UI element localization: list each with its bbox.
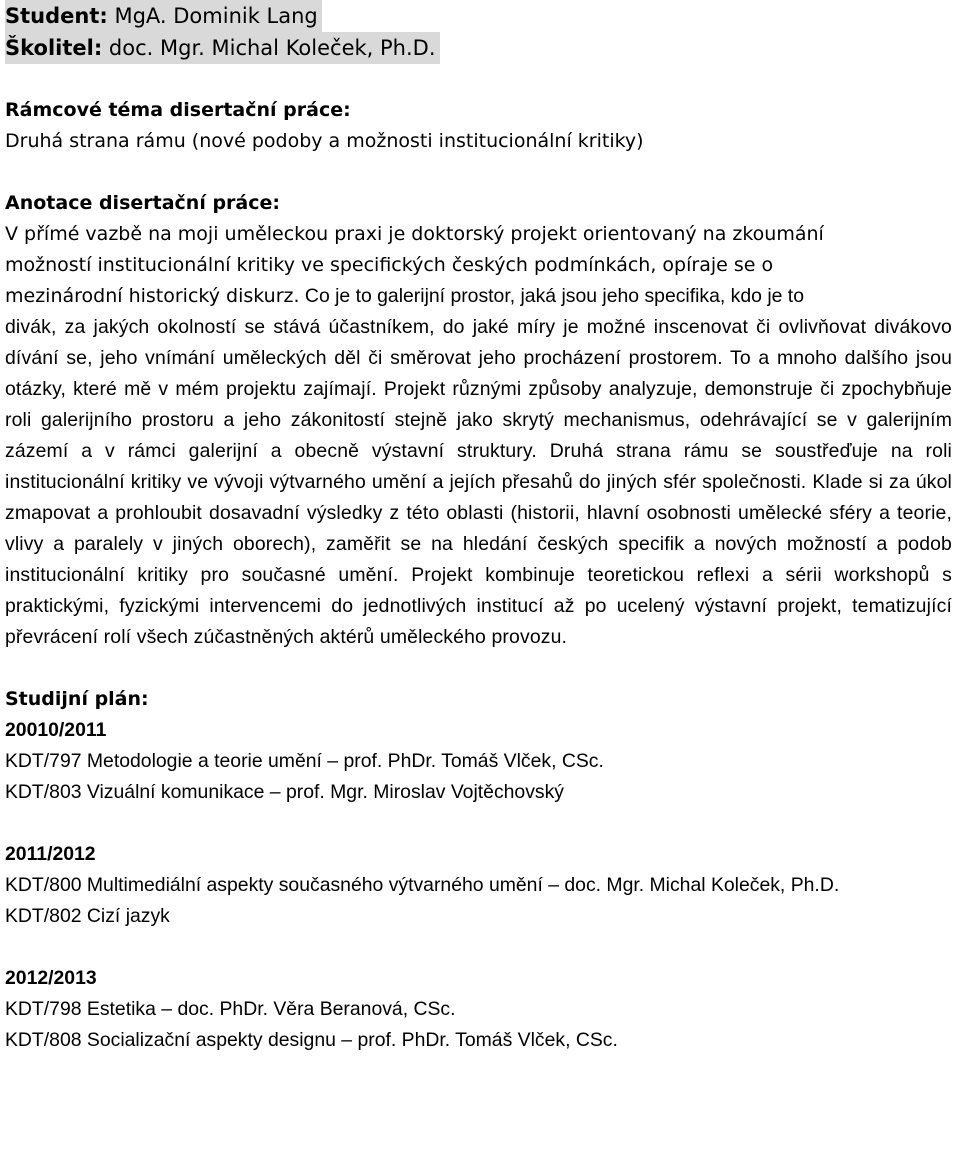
student-highlight (5, 0, 322, 32)
study-plan-label: Studijní plán: (5, 688, 149, 710)
plan-course: KDT/802 Cizí jazyk (5, 905, 170, 927)
student-name: MgA. Dominik Lang (114, 4, 318, 28)
study-plan-section (5, 684, 952, 1056)
annotation-label: Anotace disertační práce: (5, 192, 280, 214)
annotation-line-1: V přímé vazbě na moji uměleckou praxi je doktorský projekt orientovaný na zkoumání (5, 223, 824, 245)
plan-course: KDT/797 Metodologie a teorie umění – prof. PhDr. Tomáš Vlček, CSc. (5, 750, 604, 772)
topic-text: Druhá strana rámu (nové podoby a možnosti institucionální kritiky) (5, 130, 644, 152)
topic-heading (5, 95, 952, 126)
annotation-line-2: možností institucionální kritiky ve specifických českých podmínkách, opíraje se o (5, 254, 774, 276)
plan-year (5, 715, 952, 746)
plan-year (5, 963, 952, 994)
annotation-section (5, 188, 952, 653)
annotation-heading (5, 188, 952, 219)
annotation-line-3 (5, 281, 952, 312)
annotation-text: divák, za jakých okolností se stává účastníkem, do jaké míry je možné inscenovat či ovlivňovat divákovo dívání se, jeho vnímání uměleckých děl či směrovat jeho procházení prostorem. To a mnoho dalšího jsou otázky, které mě v mém projektu zajímají. Projekt různými způsoby analyzuje, demonstruje či zpochybňuje roli galerijního prostoru a jeho zákonitostí stejně jako skrytý mechanismus, odehrávající se v galerijním zázemí a v rámci galerijní a obecně výstavní struktury. Druhá strana rámu se soustřeďuje na roli institucionální kritiky ve vývoji výtvarného umění a jejích přesahů do jiných sfér společnosti. Klade si za úkol zmapovat a prohloubit dosavadní výsledky z této oblasti (historii, hlavní osobnosti umělecké sféry a teorie, vlivy a paralely v jiných oborech), zaměřit se na hledání českých specifik a nových možností a podob institucionální kritiky pro současné umění. Projekt kombinuje teoretickou reflexi a sérii workshopů s praktickými, fyzickými intervencemi do jednotlivých institucí až po ucelený výstavní projekt, tematizující převrácení rolí všech zúčastněných aktérů uměleckého provozu. (5, 316, 952, 648)
supervisor-line (5, 32, 952, 64)
plan-year-block (5, 839, 952, 932)
plan-year-block (5, 963, 952, 1056)
supervisor-label: Školitel: (5, 36, 103, 60)
plan-year-label: 2012/2013 (5, 967, 97, 989)
supervisor-name: doc. Mgr. Michal Koleček, Ph.D. (108, 36, 436, 60)
plan-year-block (5, 715, 952, 808)
plan-year-label: 20010/2011 (5, 719, 107, 741)
annotation-line-3-start: mezinárodní historický diskurz. (5, 285, 300, 307)
plan-course: KDT/803 Vizuální komunikace – prof. Mgr. Miroslav Vojtěchovský (5, 781, 564, 803)
supervisor-highlight (5, 32, 440, 64)
annotation-line-3-end: Co je to galerijní prostor, jaká jsou jeho specifika, kdo je to (299, 285, 804, 307)
plan-course: KDT/798 Estetika – doc. PhDr. Věra Beranová, CSc. (5, 998, 456, 1020)
topic-section (5, 95, 952, 157)
plan-course: KDT/808 Socializační aspekty designu – prof. PhDr. Tomáš Vlček, CSc. (5, 1029, 618, 1051)
topic-label: Rámcové téma disertační práce: (5, 99, 351, 121)
plan-year (5, 839, 952, 870)
plan-course: KDT/800 Multimediální aspekty současného výtvarného umění – doc. Mgr. Michal Koleček, Ph.D. (5, 874, 840, 896)
header-block (5, 0, 952, 64)
study-plan-heading (5, 684, 952, 715)
plan-year-label: 2011/2012 (5, 843, 96, 865)
student-line (5, 0, 952, 32)
student-label: Student: (5, 4, 108, 28)
